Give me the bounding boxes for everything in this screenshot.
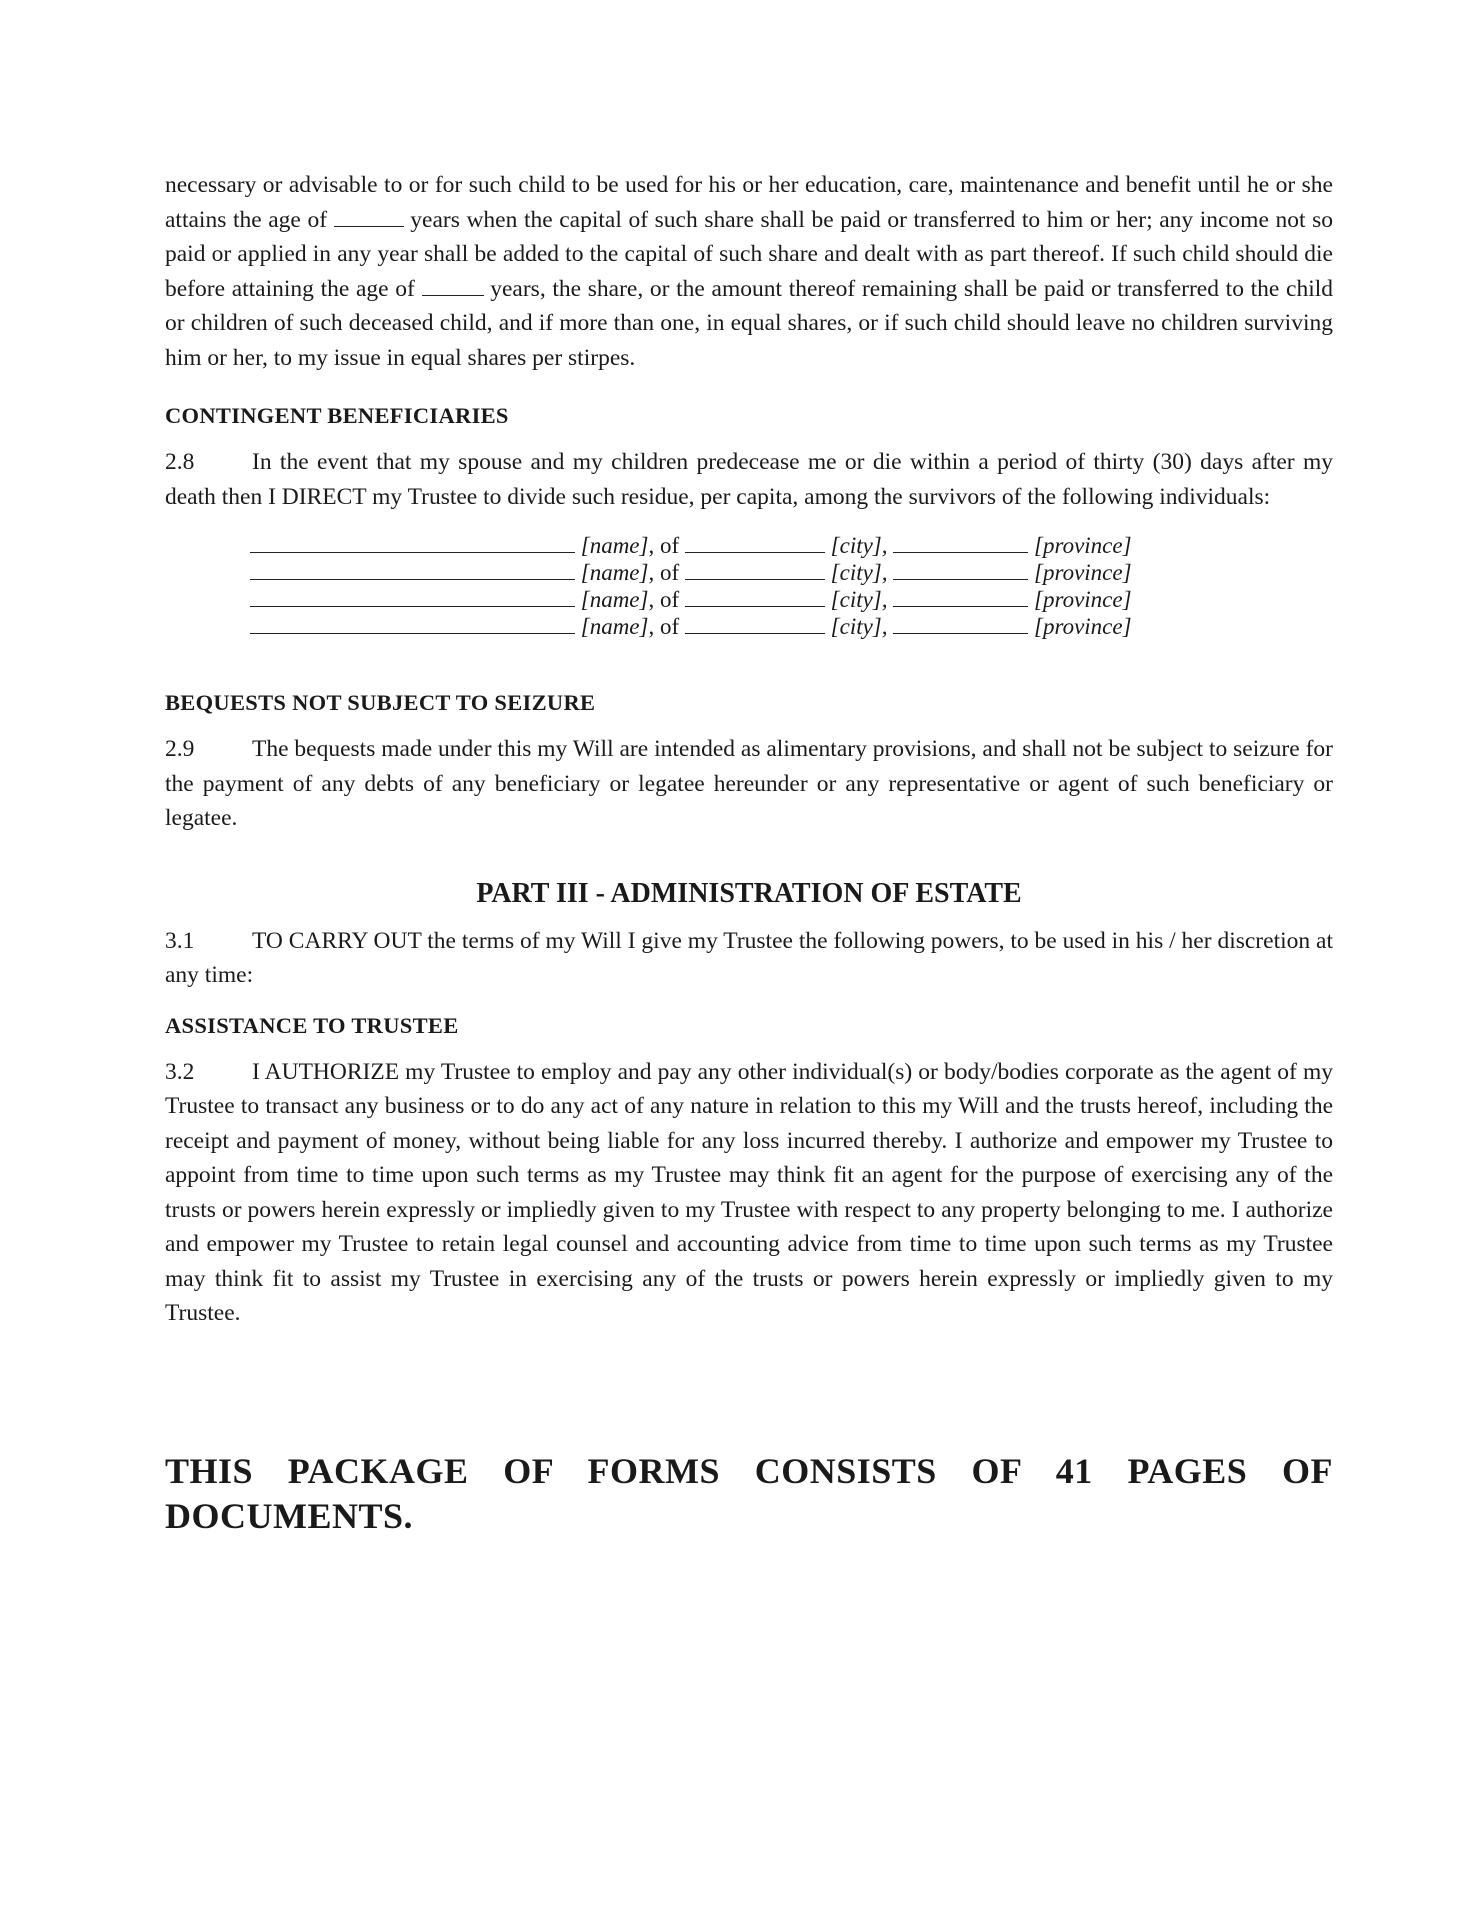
name-label: [name] xyxy=(580,533,649,558)
document-page xyxy=(165,168,1333,1539)
age-blank-2 xyxy=(422,294,484,296)
clause-2-9 xyxy=(165,732,1333,836)
clause-text: In the event that my spouse and my children predecease me or die within a period of thirty (30) days after my death then I DIRECT my Trustee to divide such residue, per capita, among the survivors of the following individuals: xyxy=(165,449,1333,510)
name-label: [name] xyxy=(580,587,649,612)
city-label: [city] xyxy=(830,533,882,558)
beneficiary-row: [name], of [city], [province] xyxy=(250,613,1333,640)
clause-number: 3.2 xyxy=(165,1058,195,1085)
package-note: THIS PACKAGE OF FORMS CONSISTS OF 41 PAGES OF DOCUMENTS. xyxy=(165,1450,1333,1536)
beneficiary-row: [name], of [city], [province] xyxy=(250,532,1333,559)
province-blank xyxy=(893,551,1028,553)
clause-text: The bequests made under this my Will are intended as alimentary provisions, and shall not be subject to seizure for the payment of any debts of any beneficiary or legatee hereunder or any representative or agent of such beneficiary or legatee. xyxy=(165,736,1333,831)
province-blank xyxy=(893,578,1028,580)
city-blank xyxy=(685,578,825,580)
clause-number: 2.9 xyxy=(165,736,195,762)
of-label: , of xyxy=(648,533,680,558)
province-label: [province] xyxy=(1034,614,1132,639)
beneficiary-row: [name], of [city], [province] xyxy=(250,586,1333,613)
name-blank xyxy=(250,605,575,607)
name-blank xyxy=(250,578,575,580)
age-blank-1 xyxy=(334,225,404,227)
city-blank xyxy=(685,632,825,634)
intro-paragraph xyxy=(165,168,1333,375)
province-label: [province] xyxy=(1034,560,1132,585)
intro-text-1: necessary or advisable to or for such child to be used for his or her education, care, maintenance and benefit until he or she attains the age of xyxy=(165,172,1333,233)
clause-number: 3.1 xyxy=(165,927,195,954)
contingent-heading: CONTINGENT BENEFICIARIES xyxy=(165,403,509,428)
city-blank xyxy=(685,551,825,553)
name-label: [name] xyxy=(580,614,649,639)
assistance-heading: ASSISTANCE TO TRUSTEE xyxy=(165,1012,459,1038)
part-title: PART III - ADMINISTRATION OF ESTATE xyxy=(476,877,1022,909)
clause-number: 2.8 xyxy=(165,449,195,475)
of-label: , of xyxy=(648,587,680,612)
city-label: [city] xyxy=(830,587,882,612)
province-label: [province] xyxy=(1034,533,1132,558)
of-label: , of xyxy=(648,614,680,639)
name-label: [name] xyxy=(580,560,649,585)
intro-text-2: years when the capital of such share shall be paid or transferred to him or her; any income not so paid or applied in any year shall be added to the capital of such share and dealt with as part thereof. If such child should die before attaining the age of xyxy=(165,206,1334,302)
name-blank xyxy=(250,551,575,553)
clause-3-1 xyxy=(165,924,1333,993)
name-blank xyxy=(250,632,575,634)
bequests-heading: BEQUESTS NOT SUBJECT TO SEIZURE xyxy=(165,690,596,715)
clause-2-8 xyxy=(165,445,1333,514)
city-label: [city] xyxy=(830,560,882,585)
province-blank xyxy=(893,632,1028,634)
clause-3-2 xyxy=(165,1055,1333,1331)
intro-text-3: years, the share, or the amount thereof remaining shall be paid or transferred to the child or children of such deceased child, and if more than one, in equal shares, or if such child should leave no children surviving him or her, to my issue in equal shares per stirpes. xyxy=(165,275,1334,371)
of-label: , of xyxy=(648,560,680,585)
province-label: [province] xyxy=(1034,587,1132,612)
beneficiary-list xyxy=(250,532,1333,640)
province-blank xyxy=(893,605,1028,607)
clause-text: TO CARRY OUT the terms of my Will I give my Trustee the following powers, to be used in his / her discretion at any time: xyxy=(165,927,1333,988)
clause-text: I AUTHORIZE my Trustee to employ and pay any other individual(s) or body/bodies corporate as the agent of my Trustee to transact any business or to do any act of any nature in relation to this my Will and the trusts hereof, including the receipt and payment of money, without being liable for any loss incurred thereby. I authorize and empower my Trustee to appoint from time to time upon such terms as my Trustee may think fit an agent for the purpose of exercising any of the trusts or powers herein expressly or impliedly given to my Trustee with respect to any property belonging to me. I authorize and empower my Trustee to retain legal counsel and accounting advice from time to time upon such terms as my Trustee may think fit to assist my Trustee in exercising any of the trusts or powers herein expressly or impliedly given to my Trustee. xyxy=(165,1058,1333,1326)
city-label: [city] xyxy=(830,614,882,639)
city-blank xyxy=(685,605,825,607)
beneficiary-row: [name], of [city], [province] xyxy=(250,559,1333,586)
